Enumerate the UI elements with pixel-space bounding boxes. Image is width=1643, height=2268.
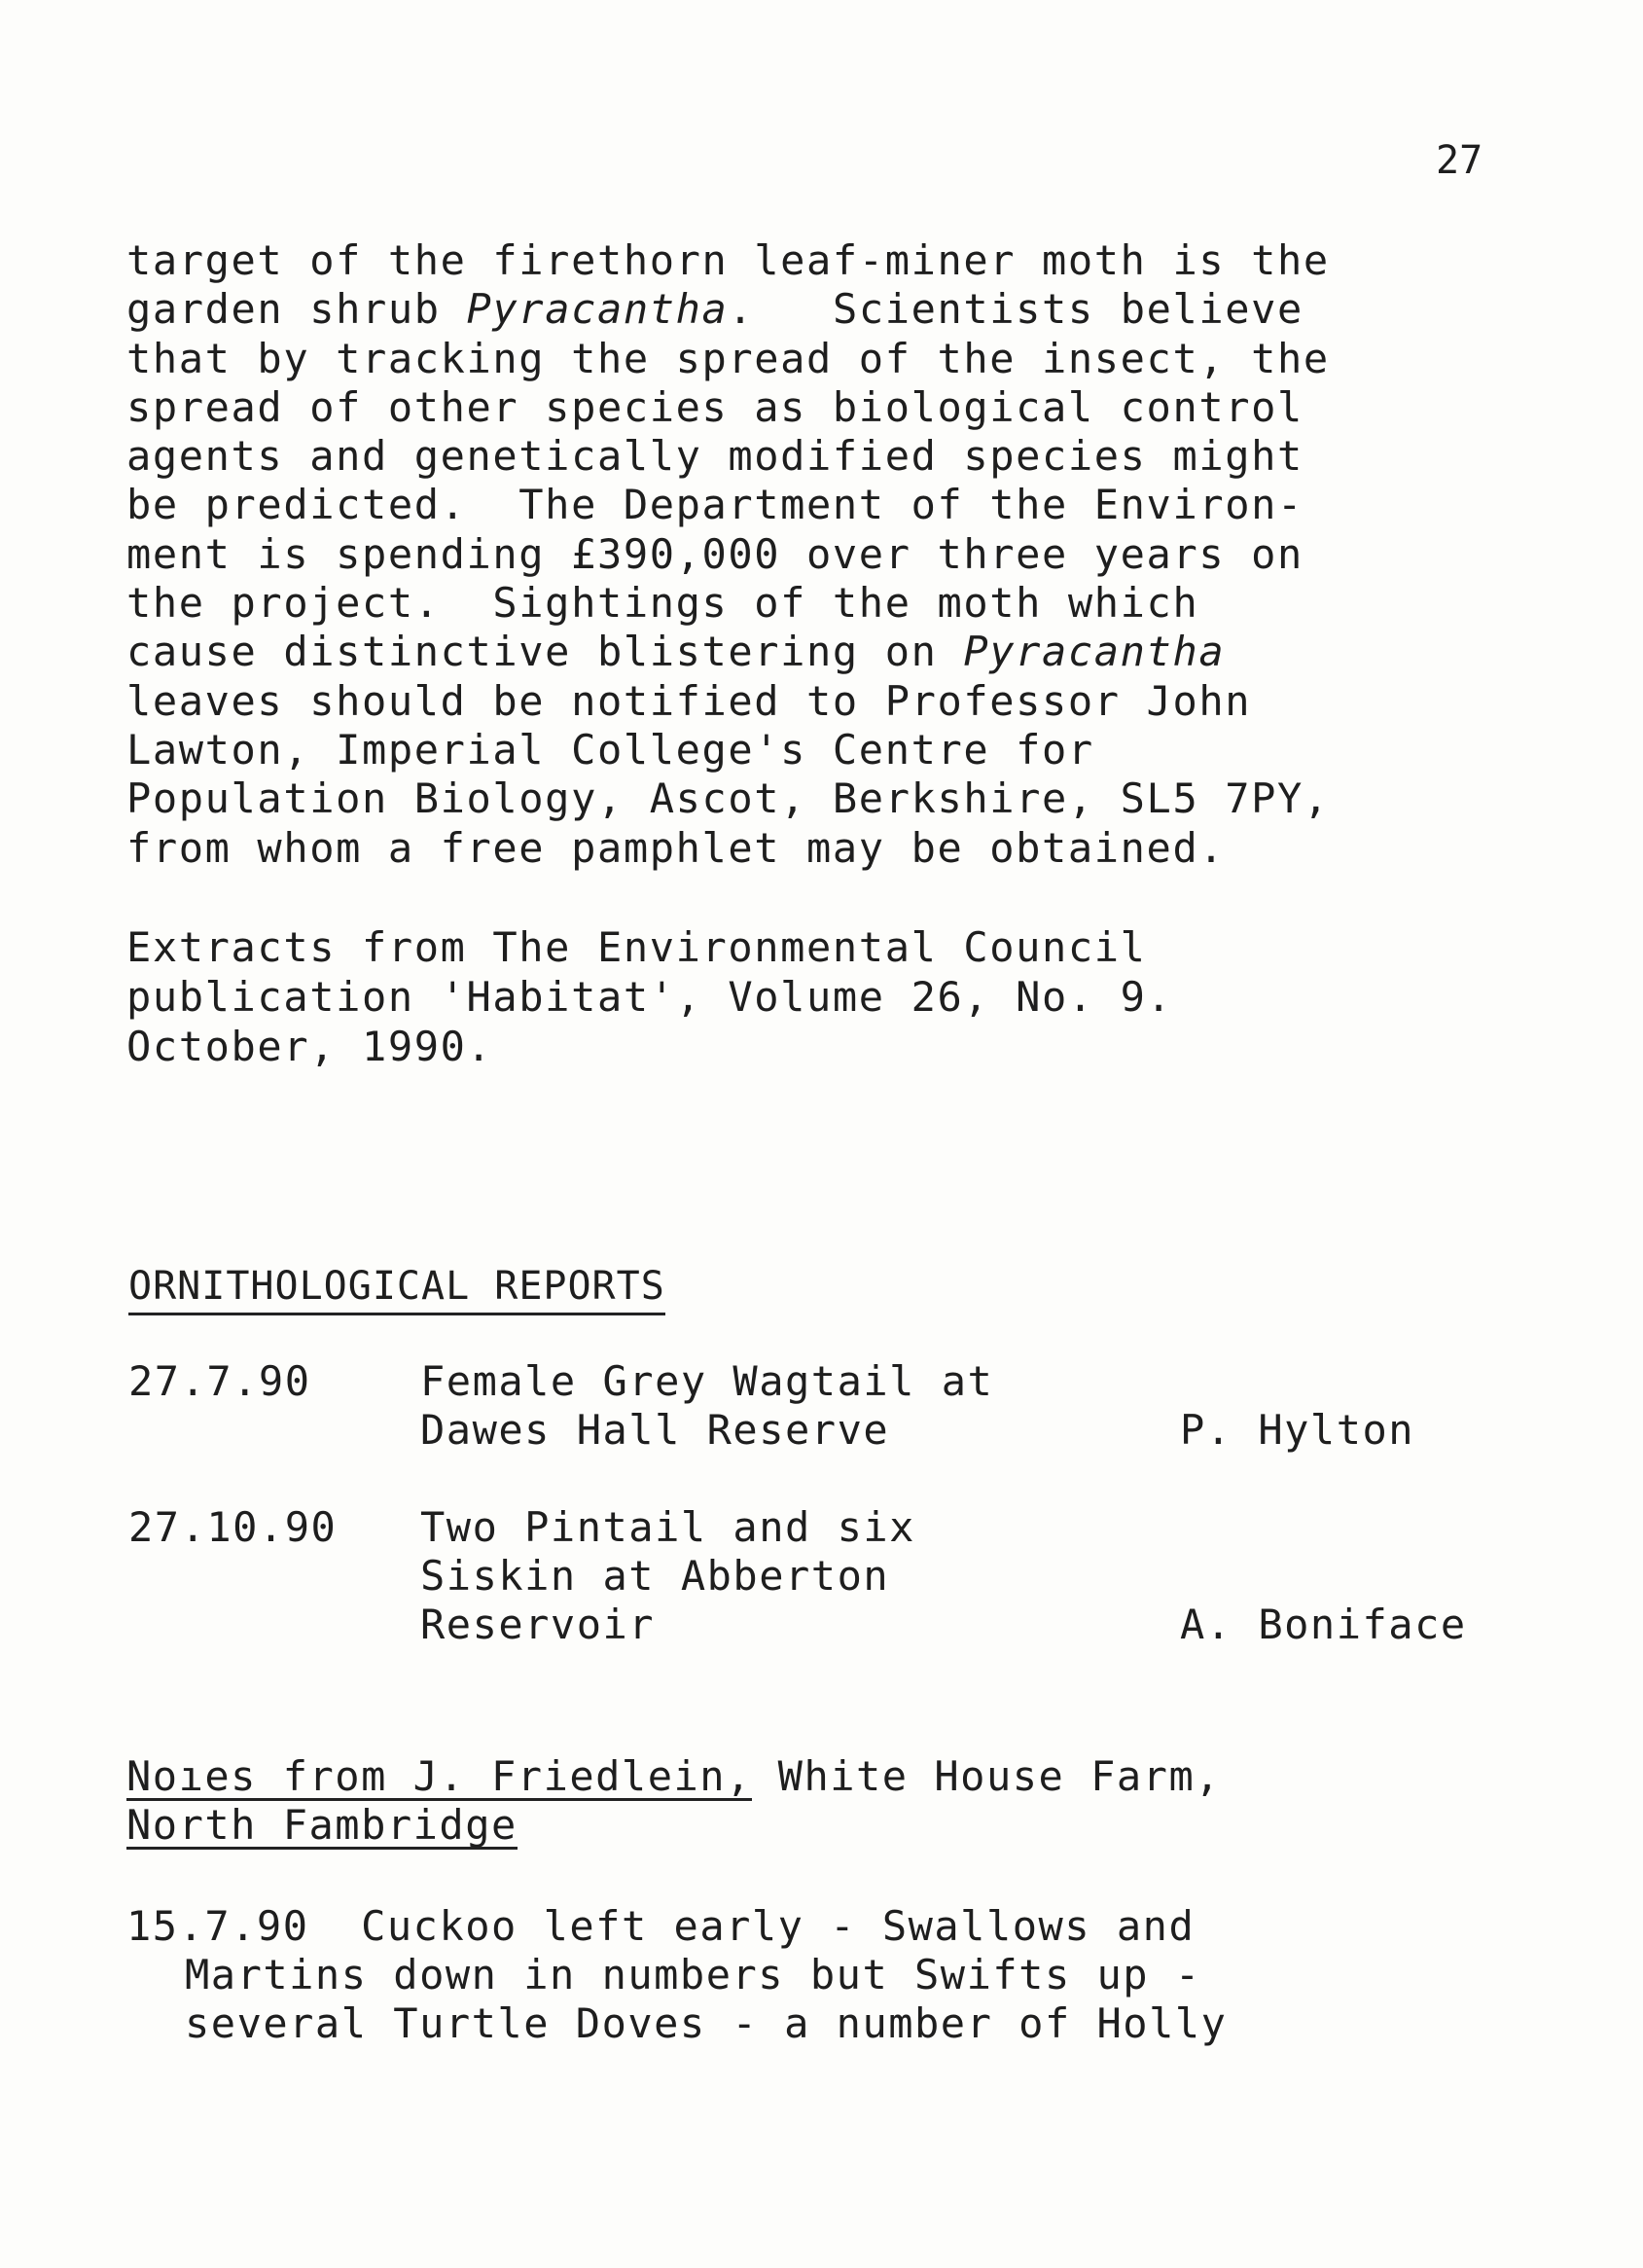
body-line: agents and genetically modified species might xyxy=(126,432,1304,481)
notes-title xyxy=(126,1752,1221,1850)
notes-text: several Turtle Doves - a number of Holly xyxy=(185,1999,1228,2047)
body-line: ment is spending £390,000 over three years on xyxy=(126,529,1304,578)
species-name: Pyracantha xyxy=(466,285,729,334)
body-line: leaves should be notified to Professor John xyxy=(126,676,1252,725)
body-paragraph xyxy=(126,236,1330,873)
body-line: target of the firethorn leaf-miner moth is the xyxy=(126,236,1330,284)
report-description: Siskin at Abberton xyxy=(420,1552,890,1600)
notes-title-rest: White House Farm, xyxy=(751,1752,1222,1800)
notes-title-line2: North Fambridge xyxy=(126,1801,518,1849)
report-description: Female Grey Wagtail at xyxy=(420,1357,994,1405)
report-date: 27.10.90 xyxy=(128,1503,338,1551)
body-line: that by tracking the spread of the insect, the xyxy=(126,334,1330,382)
notes-entry xyxy=(126,1902,1227,2048)
notes-date: 15.7.90 xyxy=(126,1902,309,1950)
body-line: the project. Sightings of the moth which xyxy=(126,579,1199,628)
body-line: spread of other species as biological control xyxy=(126,382,1304,431)
species-name: Pyracantha xyxy=(963,628,1226,676)
source-note xyxy=(126,922,1172,1071)
body-line: cause distinctive blistering on Pyracantha xyxy=(126,628,1226,676)
source-line: publication 'Habitat', Volume 26, No. 9. xyxy=(126,973,1173,1021)
report-description: Reservoir xyxy=(420,1601,656,1648)
source-line: October, 1990. xyxy=(126,1023,493,1070)
report-description: Two Pintail and six xyxy=(420,1503,915,1551)
report-description: Dawes Hall Reserve xyxy=(420,1406,890,1454)
report-date: 27.7.90 xyxy=(128,1357,311,1405)
body-line: Lawton, Imperial College's Centre for xyxy=(126,725,1094,774)
notes-title-underlined: Noıes from J. Friedlein, xyxy=(126,1752,752,1800)
notes-text: Martins down in numbers but Swifts up - xyxy=(185,1951,1201,1998)
source-line: Extracts from The Environmental Council xyxy=(126,923,1147,971)
section-heading: ORNITHOLOGICAL REPORTS xyxy=(128,1262,665,1315)
notes-text: Cuckoo left early - Swallows and xyxy=(361,1902,1196,1950)
body-line: garden shrub Pyracantha. Scientists believe xyxy=(126,285,1304,334)
report-observer: P. Hylton xyxy=(1180,1406,1415,1454)
body-line: be predicted. The Department of the Environ- xyxy=(126,481,1304,529)
report-observer: A. Boniface xyxy=(1180,1601,1467,1648)
body-line: from whom a free pamphlet may be obtained. xyxy=(126,823,1226,872)
body-line: Population Biology, Ascot, Berkshire, SL5 7PY, xyxy=(126,774,1330,823)
page-number: 27 xyxy=(1436,138,1483,183)
